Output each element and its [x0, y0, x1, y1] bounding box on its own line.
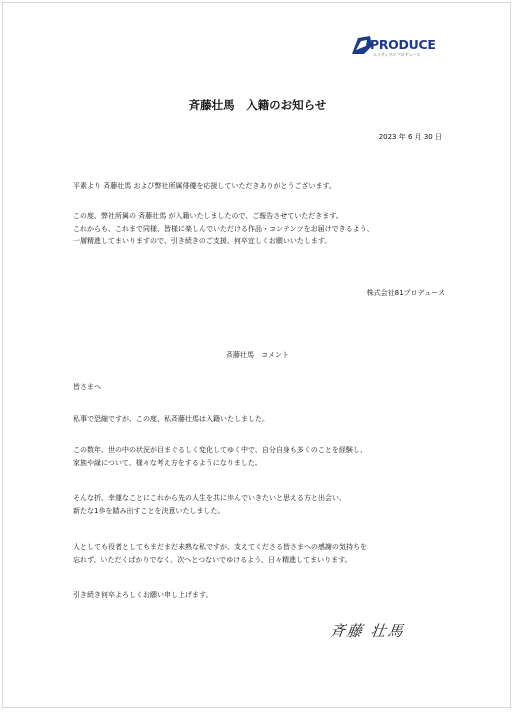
comment-paragraph-4: [73, 541, 367, 566]
intro-line: この度、弊社所属の 斉藤壮馬 が入籍いたしましたので、ご報告させていただきます。: [73, 212, 343, 220]
intro-paragraph-1: 平素より 斉藤壮馬 および弊社所属俳優を応援していただきありがとうございます。: [73, 182, 336, 190]
comment-greeting: 皆さまへ: [73, 383, 101, 391]
comment-line: 人としても役者としてもまだまだ未熟な私ですが、支えてくださる皆さまへの感謝の気持ちを: [73, 543, 367, 551]
comment-line: 忘れず、いただくばかりでなく、次へとつないでゆけるよう、日々精進してまいります。: [73, 555, 352, 564]
document-date: 2023 年 6 月 30 日: [378, 133, 442, 141]
comment-line: そんな折、幸運なことにこれから先の人生を共に歩んでいきたいと思える方と出会い、: [73, 494, 346, 502]
logo-name: PRODUCE: [370, 37, 436, 52]
intro-line: これからも、これまで同様、皆様に楽しんでいただける作品・コンテンツをお届けできるよう、: [73, 224, 374, 233]
company-name: 株式会社81プロデュース: [366, 289, 445, 297]
comment-line: 新たな1歩を踏み出すことを決意いたしました。: [73, 506, 225, 515]
intro-paragraph-2: [73, 210, 374, 248]
comment-line: この数年、世の中の状況が目まぐるしく変化してゆく中で、自分自身も多くのことを経験し、: [73, 446, 367, 454]
comment-line: 家族や縁について、様々な考え方をするようになりました。: [73, 458, 262, 467]
comment-paragraph-3: [73, 492, 346, 517]
signature-text: 斉藤 壮馬: [328, 622, 406, 640]
handwritten-signature: [330, 620, 440, 650]
document-title: 斉藤壮馬 入籍のお知らせ: [188, 98, 327, 112]
comment-paragraph-1: 私事で恐縮ですが、この度、私斉藤壮馬は入籍いたしました。: [73, 415, 269, 423]
comment-closing: 引き続き何卒よろしくお願い申し上げます。: [73, 591, 213, 599]
comment-title: 斉藤壮馬 コメント: [226, 351, 289, 359]
comment-paragraph-2: [73, 444, 367, 469]
intro-line: 一層精進してまいりますので、引き続きのご支援、何卒宜しくお願いいたします。: [73, 237, 332, 245]
company-logo: [350, 34, 446, 62]
logo-subtitle: エイティワンプロデュース: [373, 52, 421, 57]
